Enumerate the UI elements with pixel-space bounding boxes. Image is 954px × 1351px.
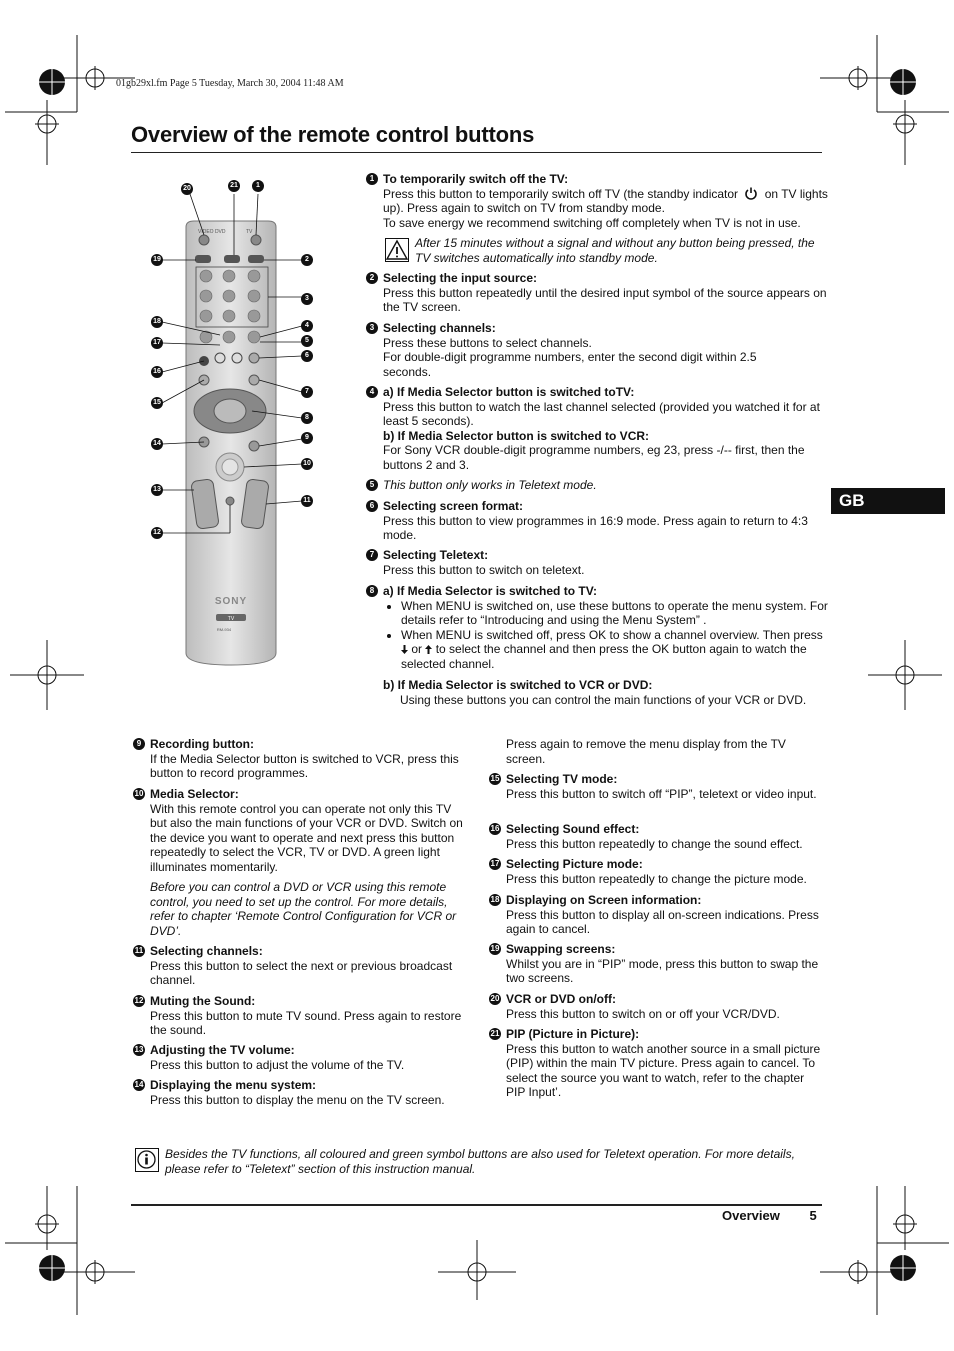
power-icon — [744, 187, 758, 200]
callout-6: 6 — [301, 350, 313, 362]
warning-icon — [385, 238, 409, 262]
language-tab: GB — [831, 488, 945, 514]
item-8: 8 a) If Media Selector is switched to TV: • When MENU is switched on, use these buttons to operate the menu system. For details refer to “Introducing and using the Menu System” . • When MENU is switched off, press OK to show a channel overview. Then press or to select the channel and then press the OK button again to watch the selected channel. b) If Media Selector is switched to VCR or DVD: Using these buttons you can control the main functions of your VCR or DVD. — [383, 584, 828, 707]
footer-section: Overview — [722, 1208, 780, 1223]
title-rule — [131, 152, 822, 153]
callout-17: 17 — [151, 337, 163, 349]
info-icon — [135, 1148, 159, 1172]
callout-18a: 18 — [151, 316, 163, 328]
remote-model: RM-934 — [216, 627, 232, 632]
page-footer — [722, 1208, 817, 1223]
item-6: 6 Selecting screen format: Press this button to view programmes in 16:9 mode. Press again to return to 4:3 mode. — [383, 499, 828, 543]
item-19: 19 Swapping screens: Whilst you are in “PIP” mode, press this button to swap the two screens. — [490, 942, 819, 985]
callout-15: 15 — [151, 397, 163, 409]
item-15: 15 Selecting TV mode: Press this button to switch off “PIP”, teletext or video input. — [490, 772, 817, 801]
item-14-continued: Press again to remove the menu display from the TV screen. — [506, 737, 786, 766]
callout-12: 12 — [151, 527, 163, 539]
item-5: 5 This button only works in Teletext mode. — [383, 478, 828, 493]
callout-7: 7 — [301, 386, 313, 398]
item-9: 9 Recording button: If the Media Selector button is switched to VCR, press this button to record programmes. — [150, 737, 468, 781]
callout-20: 20 — [181, 183, 193, 195]
item-18: 18 Displaying on Screen information: Press this button to display all on-screen indications. Press again to cancel. — [490, 893, 819, 936]
callout-16: 16 — [151, 366, 163, 378]
page-title: Overview of the remote control buttons — [131, 122, 535, 147]
item-11: 11 Selecting channels: Press this button to select the next or previous broadcast channel. — [134, 944, 453, 987]
footer-rule — [131, 1204, 822, 1206]
callout-9: 9 — [301, 432, 313, 444]
arrow-up-icon — [425, 645, 432, 654]
remote-brand: SONY — [214, 596, 248, 607]
callout-3: 3 — [301, 293, 313, 305]
callout-10: 10 — [301, 458, 313, 470]
item-2: 2 Selecting the input source: Press this button repeatedly until the desired input symbol of the source appears on the TV screen. — [383, 271, 828, 315]
callout-13: 13 — [151, 484, 163, 496]
video-dvd-label: VIDEO DVD — [198, 229, 226, 235]
remote-illustration — [140, 175, 340, 675]
item-16: 16 Selecting Sound effect: Press this button repeatedly to change the sound effect. — [490, 822, 803, 851]
teletext-info-note: Besides the TV functions, all coloured and green symbol buttons are also used for Teletext operation. For more details, please refer to “Teletext” section of this instruction manual. — [165, 1147, 795, 1176]
callout-5: 5 — [301, 335, 313, 347]
callout-8: 8 — [301, 412, 313, 424]
item-13: 13 Adjusting the TV volume: Press this button to adjust the volume of the TV. — [134, 1043, 405, 1072]
callout-11: 11 — [301, 495, 313, 507]
remote-tv-badge: TV — [227, 616, 235, 622]
standby-warning: After 15 minutes without a signal and without any button being pressed, the TV switches automatically into standby mode. — [415, 236, 815, 265]
page-number: 5 — [809, 1208, 817, 1223]
item-20: 20 VCR or DVD on/off: Press this button to switch on or off your VCR/DVD. — [490, 992, 780, 1021]
callout-1: 1 — [252, 180, 264, 192]
item-12: 12 Muting the Sound: Press this button to mute TV sound. Press again to restore the sound. — [134, 994, 462, 1037]
item-1: 1 To temporarily switch off the TV: Press this button to temporarily switch off TV (the standby indicator on TV lights up). Press again to switch on TV from standby mode. To save energy we recommend switching off completely when TV is not in use. — [383, 172, 828, 230]
item-14: 14 Displaying the menu system: Press this button to display the menu on the TV screen. — [134, 1078, 445, 1107]
item-4: 4 a) If Media Selector button is switched toTV: Press this button to watch the last channel selected (provided you watched it for at least 5 seconds). b) If Media Selector button is switched to VCR: For Sony VCR double-digit programme numbers, eg 23, press -/-- first, then the buttons 2 and 3. — [383, 385, 828, 472]
callout-2: 2 — [301, 254, 313, 266]
tv-top-label: TV — [246, 229, 253, 235]
callout-19: 19 — [151, 254, 163, 266]
item-21: 21 PIP (Picture in Picture): Press this button to watch another source in a small picture (PIP) within the main TV picture. Press again to cancel. To select the source you want to watch, refer to the chapter PIP Input’. — [490, 1027, 821, 1099]
item-7: 7 Selecting Teletext: Press this button to switch on teletext. — [383, 548, 828, 577]
item-17: 17 Selecting Picture mode: Press this button repeatedly to change the picture mode. — [490, 857, 807, 886]
item-10: 10 Media Selector: With this remote control you can operate not only this TV but also the main functions of your VCR or DVD. Switch on the device you want to operate and next press this button repeatedly to select the VCR, TV or DVD. A green light illuminates momentarily. Before you can control a DVD or VCR using this remote control, you need to set up the control. For more details, refer to chapter ‘Remote Control Configuration for VCR or DVD’. — [134, 787, 463, 938]
callout-4: 4 — [301, 320, 313, 332]
callout-21: 21 — [228, 180, 240, 192]
item-3: 3 Selecting channels: Press these buttons to select channels. For double-digit programme numbers, enter the second digit within 2.5 seconds. — [383, 321, 803, 379]
callout-14: 14 — [151, 438, 163, 450]
arrow-down-icon — [401, 645, 408, 654]
file-info: 01gb29xl.fm Page 5 Tuesday, March 30, 2004 11:48 AM — [116, 78, 344, 89]
